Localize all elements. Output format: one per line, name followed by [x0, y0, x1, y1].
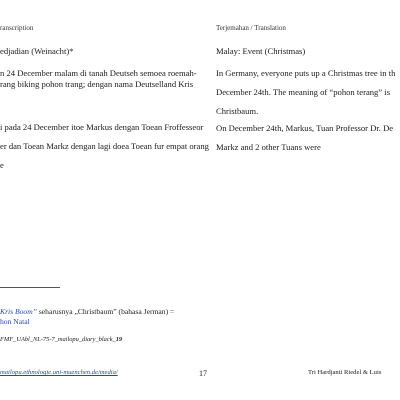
right-p2-line: Markz and 2 other Tuans were [216, 142, 321, 152]
left-p1-line: n 24 December malam di tanah Deutseh semoea roemah- [0, 68, 197, 78]
footnote-text: seharusnya „Christbaum” (bahasa Jerman) = [36, 307, 175, 316]
left-column-header: ranscription [0, 24, 34, 32]
footnote [0, 307, 174, 327]
left-paragraph-1 [0, 68, 197, 90]
right-column-header: Terjemahan / Translation [216, 24, 286, 32]
right-paragraph-1 [216, 68, 400, 117]
left-heading: edjadian (Weinacht)* [0, 46, 74, 56]
footnote-term: Kris Boom” [0, 307, 37, 316]
left-p2-line: e [0, 160, 4, 170]
page-number: 17 [199, 369, 207, 378]
left-p2-line: i pada 24 December itoe Markus dengan Toean Froffesseor [0, 122, 204, 132]
footer-author: Tri Hardjanti Riedel & Luis [308, 369, 382, 376]
right-heading: Malay: Event (Christmas) [216, 46, 306, 56]
right-p1-line: December 24th. The meaning of “pohon terang” is [216, 87, 391, 97]
source-reference-text: FMF_UAbl_NL-75-7_mailopu_diary_black_ [0, 336, 116, 343]
left-paragraph-2 [0, 122, 209, 171]
right-p1-line: In Germany, everyone puts up a Christmas tree in th [216, 68, 396, 78]
right-paragraph-2 [216, 123, 400, 153]
footnote-line-2: hon Natal [0, 317, 30, 326]
source-reference-number: 19 [115, 336, 123, 343]
footnote-separator [0, 287, 60, 288]
footnote-line-1 [0, 307, 174, 317]
right-p1-line: Christbaum. [216, 106, 259, 116]
source-reference [0, 336, 122, 343]
footer-link[interactable]: mailopu.ethnologie.uni-muenchen.de/media/ [0, 369, 118, 376]
left-p2-line: er dan Toean Markz dengan lagi doea Toean fur empat orang [0, 141, 209, 151]
left-p1-line: rang biking pohon trang; dengan nama Deutselland Kris [0, 79, 194, 89]
right-p2-line: On December 24th, Markus, Tuan Professor Dr. De [216, 123, 394, 133]
